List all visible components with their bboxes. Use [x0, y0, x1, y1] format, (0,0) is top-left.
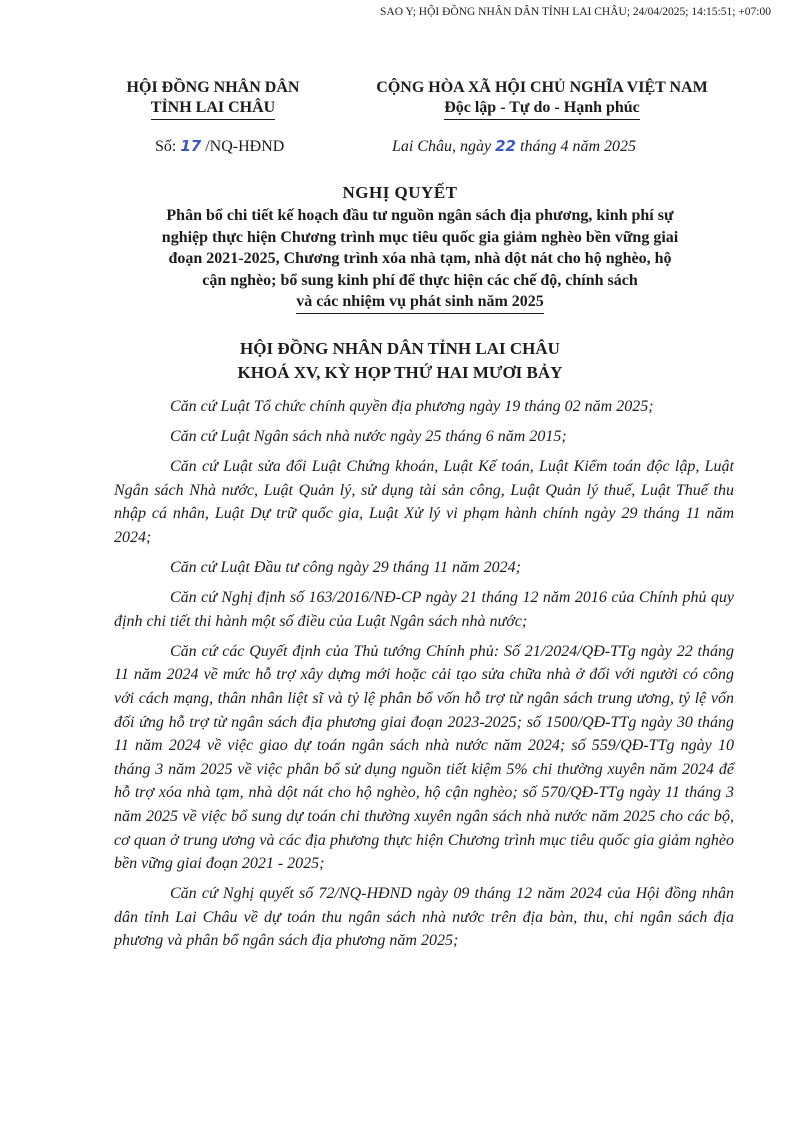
council-name: HỘI ĐỒNG NHÂN DÂN TỈNH LAI CHÂU — [240, 339, 560, 358]
council-session: KHOÁ XV, KỲ HỌP THỨ HAI MƯƠI BẢY — [237, 363, 563, 382]
legal-basis — [114, 395, 734, 960]
legal-basis-paragraph: Căn cứ các Quyết định của Thủ tướng Chính phủ: Số 21/2024/QĐ-TTg ngày 22 tháng 11 năm 2024 về mức hỗ trợ xây dựng mới hoặc cải tạo sửa chữa nhà ở đối với người có công với cách mạng, thân nhân liệt sĩ và tỷ lệ phân bổ vốn hỗ trợ từ ngân sách trung ương, tỷ lệ vốn đối ứng hỗ trợ từ ngân sách địa phương giai đoạn 2023-2025; số 1500/QĐ-TTg ngày 30 tháng 11 năm 2024 về việc giao dự toán ngân sách nhà nước năm 2024; số 559/QĐ-TTg ngày 10 tháng 3 năm 2025 về việc phân bổ sử dụng nguồn tiết kiệm 5% chi thường xuyên năm 2024 để hỗ trợ xóa nhà tạm, nhà dột nát cho hộ nghèo, hộ cận nghèo; số 570/QĐ-TTg ngày 11 tháng 3 năm 2025 về việc bổ sung dự toán chi thường xuyên ngân sách nhà nước năm 2025 cho các bộ, cơ quan ở trung ương và các địa phương thực hiện Chương trình mục tiêu quốc gia giảm nghèo bền vững giai đoạn 2021 - 2025; — [114, 642, 734, 873]
subject-line: cận nghèo; bổ sung kinh phí để thực hiện các chế độ, chính sách — [202, 271, 638, 289]
legal-basis-paragraph: Căn cứ Luật Đầu tư công ngày 29 tháng 11 năm 2024; — [170, 559, 521, 577]
resolution-subject — [110, 205, 730, 314]
document-number — [155, 137, 284, 156]
national-motto: Độc lập - Tự do - Hạnh phúc — [444, 98, 640, 120]
place-date-after: tháng 4 năm 2025 — [520, 138, 636, 155]
document-type-title: NGHỊ QUYẾT — [342, 183, 458, 202]
council-heading — [0, 337, 800, 385]
subject-line: đoạn 2021-2025, Chương trình xóa nhà tạm, nhà dột nát cho hộ nghèo, hộ — [168, 250, 672, 267]
country-name: CỘNG HÒA XÃ HỘI CHỦ NGHĨA VIỆT NAM — [376, 79, 708, 96]
doc-number-suffix: /NQ-HĐND — [205, 138, 285, 155]
place-date-before: Lai Châu, ngày — [392, 138, 492, 155]
subject-line: Phân bổ chi tiết kế hoạch đầu tư nguồn ngân sách địa phương, kinh phí sự — [166, 207, 674, 224]
legal-basis-paragraph: Căn cứ Luật Ngân sách nhà nước ngày 25 tháng 6 năm 2015; — [170, 428, 567, 446]
subject-line: nghiệp thực hiện Chương trình mục tiêu quốc gia giảm nghèo bền vững giai — [161, 228, 679, 246]
legal-basis-paragraph: Căn cứ Luật Tổ chức chính quyền địa phương ngày 19 tháng 02 năm 2025; — [170, 398, 654, 415]
doc-number-handwritten: 17 — [180, 137, 202, 155]
day-handwritten: 22 — [495, 137, 516, 155]
issuing-authority — [118, 78, 308, 120]
authority-line-1: HỘI ĐỒNG NHÂN DÂN — [126, 79, 300, 96]
subject-line: và các nhiệm vụ phát sinh năm 2025 — [296, 291, 544, 314]
authority-line-2: TỈNH LAI CHÂU — [151, 98, 275, 120]
doc-number-prefix: Số: — [155, 138, 177, 155]
digital-copy-stamp: SAO Y; HỘI ĐỒNG NHÂN DÂN TỈNH LAI CHÂU; 24/04/2025; 14:15:51; +07:00 — [380, 6, 771, 18]
legal-basis-paragraph: Căn cứ Nghị quyết số 72/NQ-HĐND ngày 09 tháng 12 năm 2024 của Hội đồng nhân dân tỉnh Lai Châu về dự toán thu ngân sách nhà nước trên địa bàn, thu, chi ngân sách địa phương và phân bổ ngân sách địa phương năm 2025; — [114, 885, 734, 950]
place-date — [392, 137, 636, 156]
national-header — [352, 78, 732, 120]
legal-basis-paragraph: Căn cứ Luật sửa đổi Luật Chứng khoán, Luật Kế toán, Luật Kiểm toán độc lập, Luật Ngân sách Nhà nước, Luật Quản lý, sử dụng tài sản công, Luật Quản lý thuế, Luật Thuế thu nhập cá nhân, Luật Dự trữ quốc gia, Luật Xử lý vi phạm hành chính ngày 29 tháng 11 năm 2024; — [114, 458, 734, 546]
legal-basis-paragraph: Căn cứ Nghị định số 163/2016/NĐ-CP ngày 21 tháng 12 năm 2016 của Chính phủ quy định chi tiết thi hành một số điều của Luật Ngân sách nhà nước; — [114, 589, 734, 630]
